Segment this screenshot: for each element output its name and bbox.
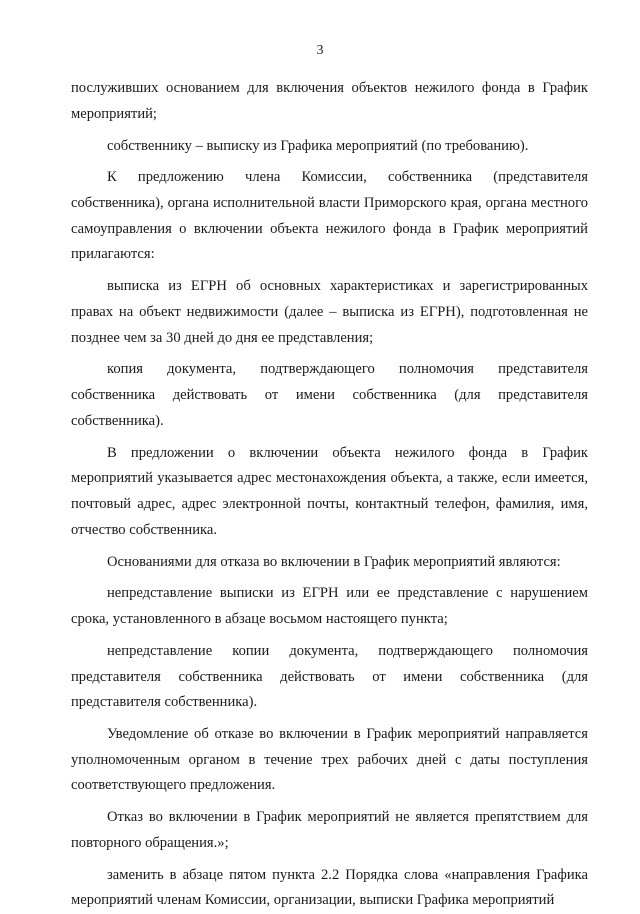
paragraph: Основаниями для отказа во включении в График мероприятий являются: (107, 553, 561, 570)
paragraph: выписка из ЕГРН об основных характеристиках и зарегистрированных правах на объект недвижимости (далее – выписка из ЕГРН), подготовленная не позднее чем за 30 дней до дня ее представления; (71, 278, 588, 346)
paragraph: Уведомление об отказе во включении в График мероприятий направляется уполномоченным органом в течение трех рабочих дней с даты поступления соответствующего предложения. (71, 726, 588, 794)
paragraph: копия документа, подтверждающего полномочия представителя собственника действовать от имени собственника (для представителя собственника). (71, 361, 588, 429)
paragraph: Отказ во включении в График мероприятий не является препятствием для повторного обращения.»; (71, 809, 588, 851)
paragraph: непредставление выписки из ЕГРН или ее представление с нарушением срока, установленного в абзаце восьмом настоящего пункта; (71, 585, 588, 628)
paragraph: непредставление копии документа, подтверждающего полномочия представителя собственника действовать от имени собственника (для представителя собственника). (71, 642, 588, 711)
paragraph: заменить в абзаце пятом пункта 2.2 Порядка слова «направления Графика мероприятий членам Комиссии, организации, выписки Графика мероприятий (71, 866, 588, 909)
paragraph: В предложении о включении объекта нежилого фонда в График мероприятий указывается адрес местонахождения объекта, а также, если имеется, почтовый адрес, адрес электронной почты, контактный телефон, фамилия, имя, отчество собственника. (71, 444, 588, 538)
page-number: 3 (316, 43, 324, 58)
paragraph: К предложению члена Комиссии, собственника (представителя собственника), органа исполнительной власти Приморского края, органа местного самоуправления о включении объекта нежилого фонда в График мероприятий прилагаются: (71, 169, 588, 263)
document-body (71, 76, 588, 914)
paragraph: послуживших основанием для включения объектов нежилого фонда в График мероприятий; (71, 80, 588, 122)
paragraph: собственнику – выписку из Графика мероприятий (по требованию). (107, 137, 529, 154)
